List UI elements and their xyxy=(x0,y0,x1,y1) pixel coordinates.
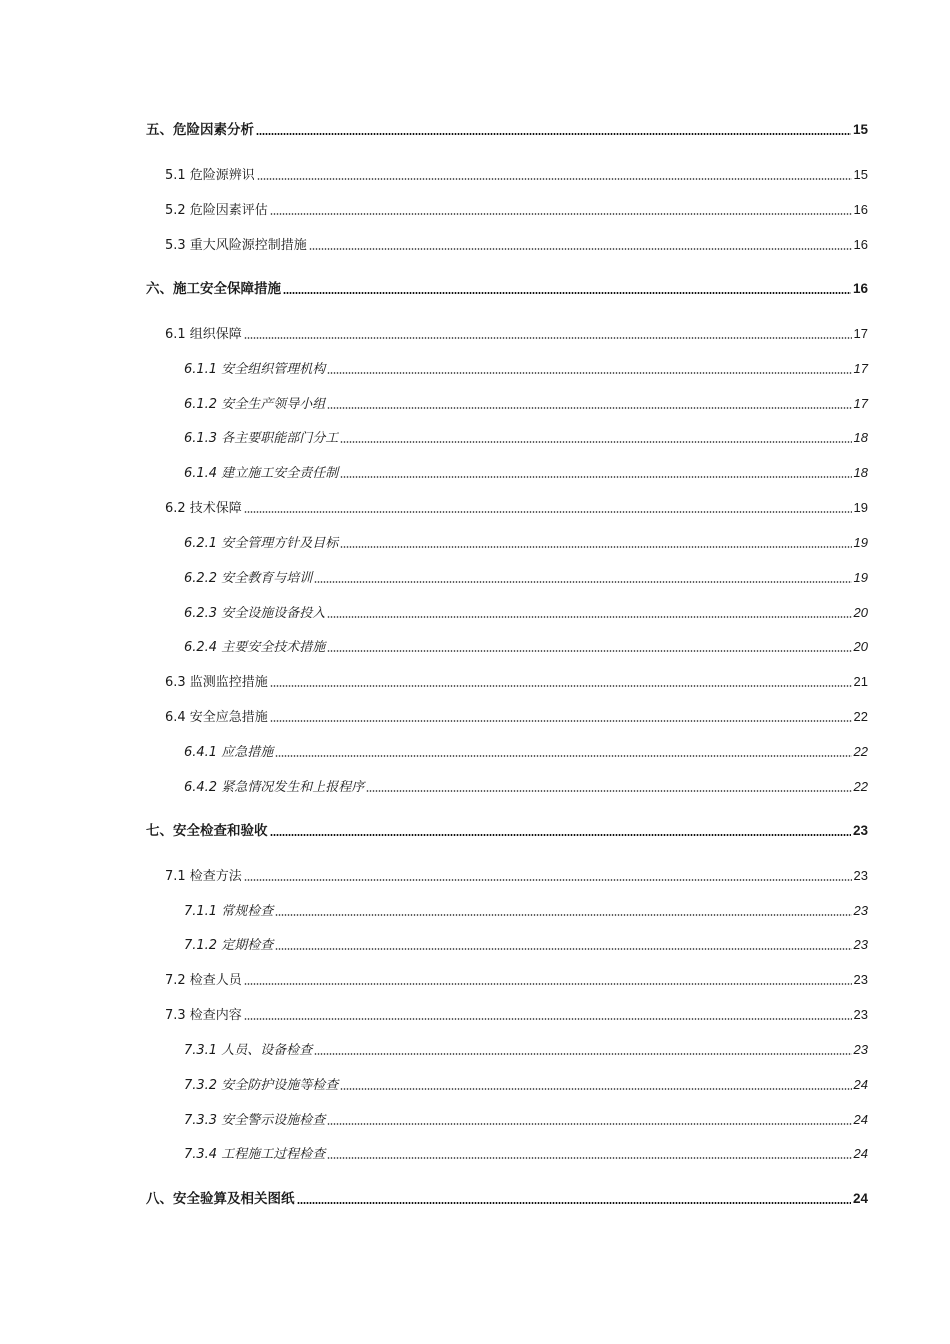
toc-entry-7-1[interactable] xyxy=(165,865,868,887)
toc-dot-leader xyxy=(270,213,852,215)
toc-entry-chapter-6[interactable] xyxy=(146,278,868,300)
toc-dot-leader xyxy=(275,755,851,757)
toc-entry-label: 6.4.1 应急措施 xyxy=(184,745,274,760)
toc-entry-6-1-2[interactable] xyxy=(184,393,868,415)
toc-dot-leader xyxy=(340,476,851,478)
toc-page-number: 19 xyxy=(853,535,868,550)
toc-entry-chapter-5[interactable] xyxy=(146,119,868,141)
toc-page-number: 24 xyxy=(852,1191,868,1206)
toc-entry-label: 6.1.2 安全生产领导小组 xyxy=(184,397,326,412)
toc-entry-label: 五、危险因素分析 xyxy=(146,122,254,138)
toc-entry-label: 6.4.2 紧急情况发生和上报程序 xyxy=(184,780,365,795)
toc-entry-6-2-1[interactable] xyxy=(184,532,868,554)
toc-entry-label: 7.1.2 定期检查 xyxy=(184,938,274,953)
toc-dot-leader xyxy=(244,511,852,513)
toc-dot-leader xyxy=(257,178,852,180)
toc-page-number: 18 xyxy=(853,465,868,480)
toc-dot-leader xyxy=(244,983,852,985)
toc-dot-leader xyxy=(270,834,851,836)
toc-dot-leader xyxy=(275,948,851,950)
toc-entry-6-1-4[interactable] xyxy=(184,462,868,484)
toc-dot-leader xyxy=(366,790,851,792)
toc-entry-5-3[interactable] xyxy=(165,234,868,256)
toc-entry-label: 七、安全检查和验收 xyxy=(146,823,268,839)
toc-entry-label: 7.1 检查方法 xyxy=(165,869,242,884)
toc-page-number: 23 xyxy=(853,868,868,883)
toc-page-number: 23 xyxy=(853,972,868,987)
toc-dot-leader xyxy=(270,685,852,687)
toc-entry-7-2[interactable] xyxy=(165,969,868,991)
toc-dot-leader xyxy=(340,441,851,443)
toc-entry-7-3-3[interactable] xyxy=(184,1109,868,1131)
toc-dot-leader xyxy=(340,546,851,548)
toc-dot-leader xyxy=(327,1123,851,1125)
toc-entry-label: 6.3 监测监控措施 xyxy=(165,675,268,690)
toc-page-number: 23 xyxy=(853,937,868,952)
toc-page-number: 16 xyxy=(852,281,868,296)
toc-entry-label: 7.2 检查人员 xyxy=(165,973,242,988)
toc-page-number: 21 xyxy=(853,674,868,689)
toc-page-number: 24 xyxy=(853,1112,868,1127)
toc-entry-6-2-2[interactable] xyxy=(184,567,868,589)
toc-dot-leader xyxy=(270,720,852,722)
toc-page-number: 15 xyxy=(852,122,868,137)
toc-entry-label: 6.1.3 各主要职能部门分工 xyxy=(184,431,339,446)
toc-entry-6-3[interactable] xyxy=(165,671,868,693)
toc-entry-6-1-3[interactable] xyxy=(184,427,868,449)
toc-page-number: 17 xyxy=(853,361,868,376)
toc-dot-leader xyxy=(327,1157,851,1159)
toc-page-number: 24 xyxy=(853,1146,868,1161)
toc-entry-7-3-2[interactable] xyxy=(184,1074,868,1096)
toc-dot-leader xyxy=(340,1088,851,1090)
toc-entry-label: 7.3.4 工程施工过程检查 xyxy=(184,1147,326,1162)
toc-entry-6-2-3[interactable] xyxy=(184,602,868,624)
toc-dot-leader xyxy=(244,1018,852,1020)
toc-entry-label: 7.3 检查内容 xyxy=(165,1008,242,1023)
toc-page-number: 20 xyxy=(853,639,868,654)
toc-page-number: 23 xyxy=(853,903,868,918)
toc-dot-leader xyxy=(327,616,851,618)
toc-entry-label: 六、施工安全保障措施 xyxy=(146,281,281,297)
toc-dot-leader xyxy=(244,879,852,881)
toc-entry-6-1[interactable] xyxy=(165,323,868,345)
toc-entry-label: 6.1 组织保障 xyxy=(165,327,242,342)
toc-dot-leader xyxy=(327,407,851,409)
toc-dot-leader xyxy=(244,337,852,339)
toc-page-number: 22 xyxy=(853,779,868,794)
toc-dot-leader xyxy=(297,1202,851,1204)
toc-dot-leader xyxy=(309,248,852,250)
toc-entry-label: 八、安全验算及相关图纸 xyxy=(146,1191,295,1207)
toc-entry-label: 6.1.1 安全组织管理机构 xyxy=(184,362,326,377)
toc-page-number: 19 xyxy=(853,570,868,585)
toc-entry-label: 6.2.4 主要安全技术措施 xyxy=(184,640,326,655)
toc-entry-label: 6.2.1 安全管理方针及目标 xyxy=(184,536,339,551)
toc-page-number: 15 xyxy=(853,167,868,182)
toc-entry-6-4-1[interactable] xyxy=(184,741,868,763)
toc-entry-label: 7.1.1 常规检查 xyxy=(184,904,274,919)
toc-dot-leader xyxy=(283,292,851,294)
toc-dot-leader xyxy=(327,372,851,374)
toc-page-number: 17 xyxy=(853,326,868,341)
toc-entry-label: 6.2 技术保障 xyxy=(165,501,242,516)
toc-entry-label: 6.2.3 安全设施设备投入 xyxy=(184,606,326,621)
toc-entry-label: 7.3.3 安全警示设施检查 xyxy=(184,1113,326,1128)
toc-entry-chapter-8[interactable] xyxy=(146,1188,868,1210)
toc-page-number: 16 xyxy=(853,202,868,217)
toc-entry-7-1-2[interactable] xyxy=(184,934,868,956)
toc-entry-label: 5.3 重大风险源控制措施 xyxy=(165,238,307,253)
toc-page-number: 18 xyxy=(853,430,868,445)
toc-entry-5-2[interactable] xyxy=(165,199,868,221)
toc-entry-label: 7.3.2 安全防护设施等检查 xyxy=(184,1078,339,1093)
toc-entry-7-3-4[interactable] xyxy=(184,1143,868,1165)
toc-dot-leader xyxy=(275,914,851,916)
toc-page-number: 19 xyxy=(853,500,868,515)
toc-entry-7-3[interactable] xyxy=(165,1004,868,1026)
toc-entry-chapter-7[interactable] xyxy=(146,820,868,842)
toc-entry-6-4-2[interactable] xyxy=(184,776,868,798)
toc-page-number: 20 xyxy=(853,605,868,620)
toc-dot-leader xyxy=(314,1053,851,1055)
toc-entry-label: 6.2.2 安全教育与培训 xyxy=(184,571,313,586)
toc-page-number: 22 xyxy=(853,744,868,759)
toc-page-number: 17 xyxy=(853,396,868,411)
toc-entry-5-1[interactable] xyxy=(165,164,868,186)
toc-page-number: 23 xyxy=(853,1042,868,1057)
toc-page-number: 23 xyxy=(852,823,868,838)
toc-entry-label: 5.1 危险源辨识 xyxy=(165,168,255,183)
toc-entry-label: 6.4 安全应急措施 xyxy=(165,710,268,725)
toc-entry-7-1-1[interactable] xyxy=(184,900,868,922)
toc-page-number: 16 xyxy=(853,237,868,252)
toc-entry-6-2[interactable] xyxy=(165,497,868,519)
toc-page-number: 22 xyxy=(853,709,868,724)
toc-entry-6-1-1[interactable] xyxy=(184,358,868,380)
toc-entry-6-4[interactable] xyxy=(165,706,868,728)
toc-dot-leader xyxy=(256,133,851,135)
toc-page-number: 23 xyxy=(853,1007,868,1022)
toc-dot-leader xyxy=(327,650,851,652)
toc-entry-7-3-1[interactable] xyxy=(184,1039,868,1061)
toc-entry-label: 5.2 危险因素评估 xyxy=(165,203,268,218)
toc-entry-label: 6.1.4 建立施工安全责任制 xyxy=(184,466,339,481)
toc-dot-leader xyxy=(314,581,851,583)
toc-entry-label: 7.3.1 人员、设备检查 xyxy=(184,1043,313,1058)
toc-entry-6-2-4[interactable] xyxy=(184,636,868,658)
toc-page-number: 24 xyxy=(853,1077,868,1092)
